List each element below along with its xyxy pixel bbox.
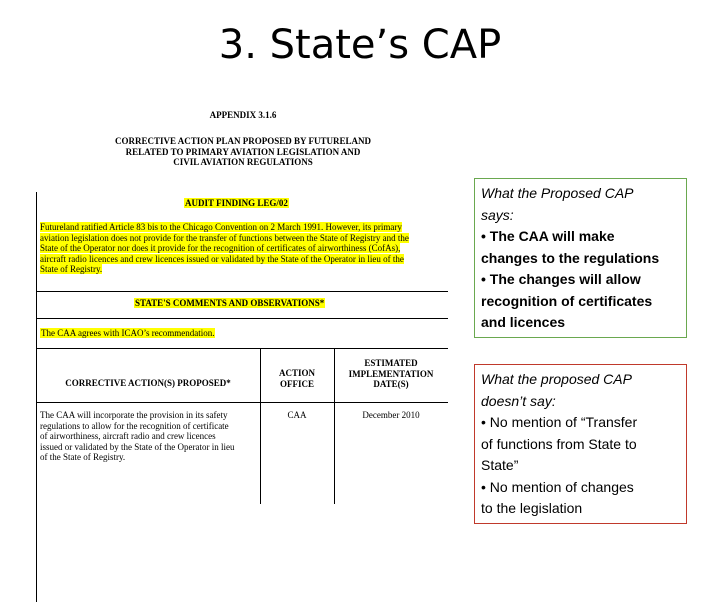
box-heading-line: says: — [481, 206, 514, 223]
bullet-line: • No mention of changes — [481, 478, 634, 495]
box-heading-line: What the proposed CAP — [481, 371, 632, 387]
divider — [36, 318, 448, 319]
box-heading-line: What the Proposed CAP — [481, 185, 634, 201]
action-line: regulations to allow for the recognition of certificate — [40, 420, 229, 431]
comments-text: The CAA agrees with ICAO’s recommendation. — [41, 328, 215, 338]
bullet-line: recognition of certificates — [481, 292, 653, 309]
what-cap-doesnt-say-box — [474, 364, 687, 524]
col-header-line: ESTIMATED — [364, 358, 418, 368]
cap-document-image — [36, 108, 450, 504]
bullet-line: • The changes will allow — [481, 271, 641, 287]
col-header-date — [334, 358, 448, 390]
header-line: CIVIL AVIATION REGULATIONS — [173, 157, 313, 167]
finding-line: aircraft radio licences and crew licences issued or validated by the State of the Operator in lieu of the — [40, 253, 404, 264]
divider — [36, 348, 448, 349]
bullet-line: changes to the regulations — [481, 249, 660, 266]
box-heading-line: doesn’t say: — [481, 392, 556, 409]
col-header-office — [260, 368, 334, 389]
bullet-line: • The CAA will make — [481, 228, 615, 244]
header-line: CORRECTIVE ACTION PLAN PROPOSED BY FUTURELAND — [115, 136, 371, 146]
finding-line: aviation legislation does not provide for the transfer of functions between the State of Registry and the — [40, 232, 409, 243]
audit-finding-heading: AUDIT FINDING LEG/02 — [185, 198, 288, 208]
action-line: issued or validated by the State of the Operator in lieu — [40, 441, 235, 452]
col-header-line: ACTION — [278, 368, 315, 378]
what-cap-says-box — [474, 178, 687, 338]
action-line: of airworthiness, aircraft radio and crew licences — [40, 431, 216, 441]
divider — [36, 291, 448, 292]
finding-line: State of the Operator nor does it provide for the recognition of certificates of airworthiness (CofAs), — [40, 243, 401, 254]
office-cell: CAA — [287, 410, 307, 420]
action-line: The CAA will incorporate the provision in its safety — [40, 410, 228, 420]
action-cell — [40, 410, 258, 463]
bullet-line: and licences — [481, 314, 566, 330]
finding-paragraph — [40, 222, 448, 275]
col-header-actions: CORRECTIVE ACTION(S) PROPOSED* — [65, 378, 231, 388]
col-header-line: IMPLEMENTATION — [348, 368, 434, 379]
divider — [36, 402, 448, 403]
comments-heading: STATE'S COMMENTS AND OBSERVATIONS* — [135, 298, 325, 308]
action-line: of the State of Registry. — [40, 452, 126, 462]
slide-title: 3. State’s CAP — [218, 22, 502, 68]
bullet-line: to the legislation — [481, 500, 583, 516]
date-cell: December 2010 — [362, 410, 420, 420]
document-header — [36, 136, 450, 168]
bullet-line: State” — [481, 457, 519, 473]
bullet-line: of functions from State to — [481, 435, 637, 452]
finding-line: State of Registry. — [40, 264, 103, 275]
finding-line: Futureland ratified Article 83 bis to the Chicago Convention on 2 March 1991. However, its primary — [40, 222, 402, 232]
col-header-line: DATE(S) — [373, 379, 409, 389]
header-line: RELATED TO PRIMARY AVIATION LEGISLATION AND — [125, 146, 361, 157]
col-header-line: OFFICE — [279, 378, 314, 389]
bullet-line: • No mention of “Transfer — [481, 414, 638, 430]
appendix-label: APPENDIX 3.1.6 — [209, 110, 277, 120]
